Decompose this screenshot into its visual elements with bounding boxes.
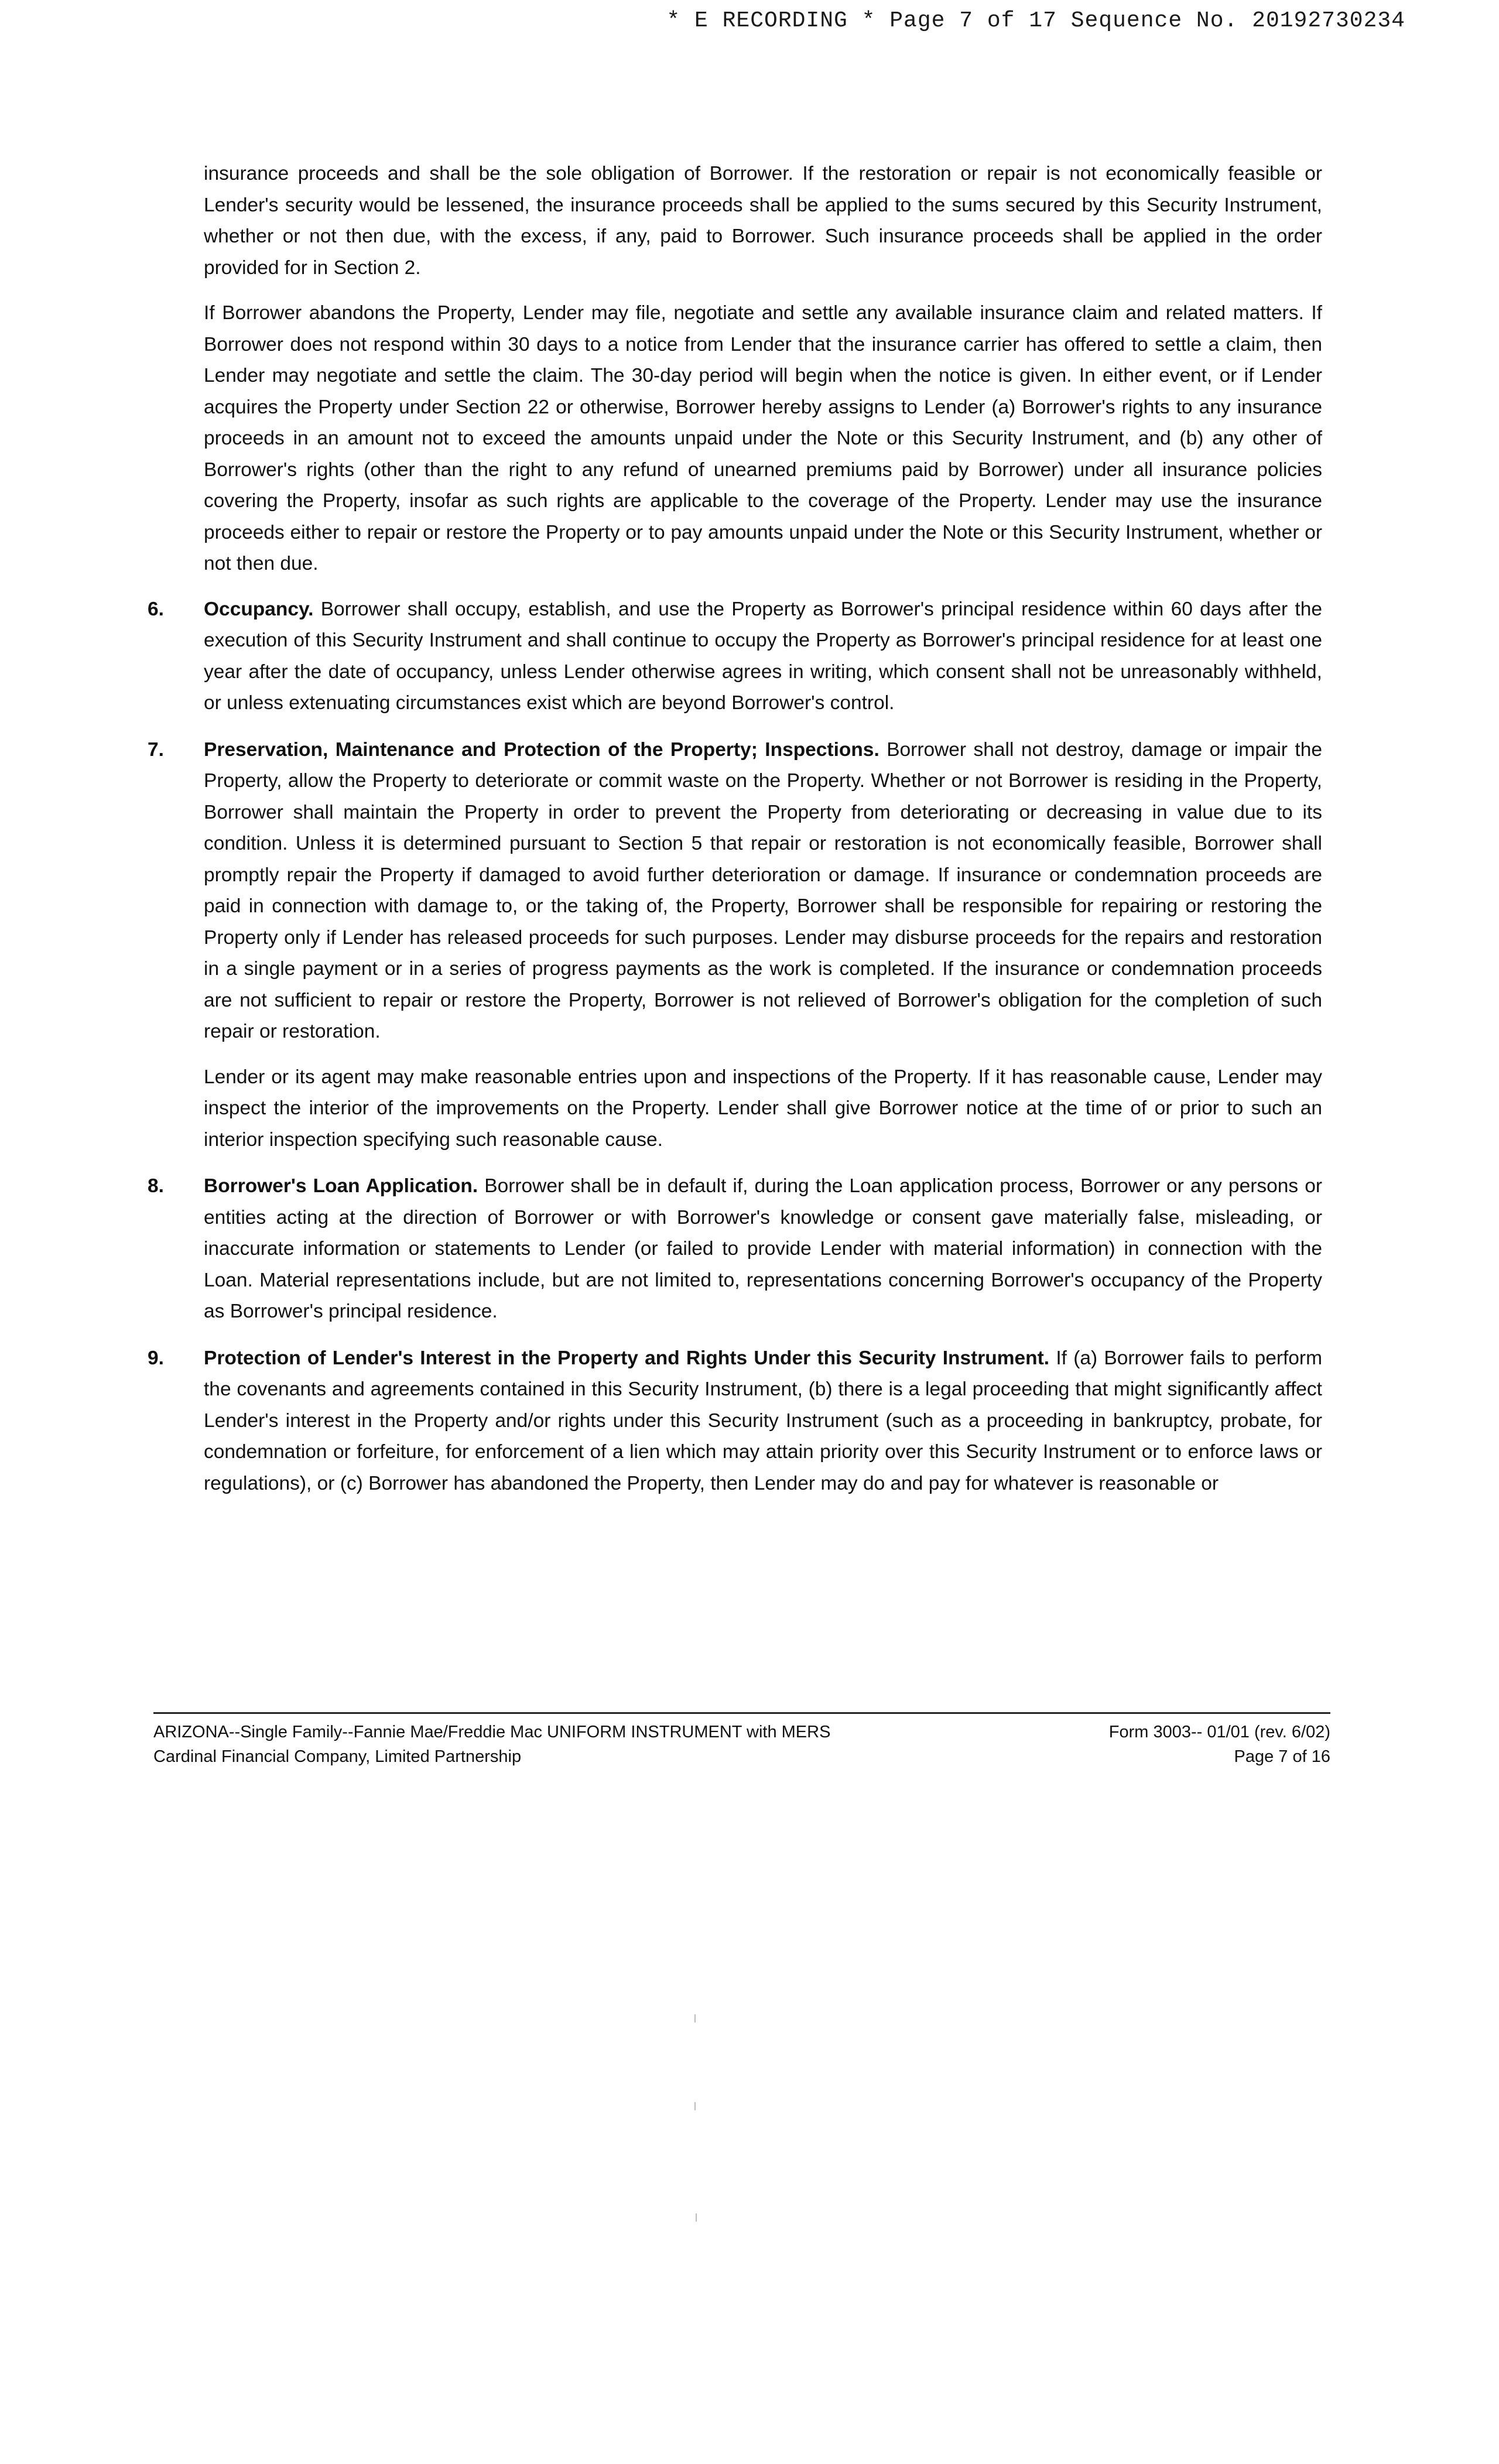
section-occupancy: [148, 594, 1322, 719]
section-text: [204, 1171, 1322, 1327]
scan-speck: [696, 2213, 697, 2222]
footer-row-bottom: [153, 1744, 1330, 1769]
section-body: If (a) Borrower fails to perform the covenants and agreements contained in this Security Instrument, (b) there is a legal proceeding that might significantly affect Lender's interest in the Property and/or rights under this Security Instrument (such as a proceeding in bankruptcy, probate, for condemnation or forfeiture, for enforcement of a lien which may attain priority over this Security Instrument or to enforce laws or regulations), or (c) Borrower has abandoned the Property, then Lender may do and pay for whatever is reasonable or: [204, 1347, 1322, 1494]
section-number: 8.: [148, 1175, 164, 1197]
inspection-paragraph: Lender or its agent may make reasonable entries upon and inspections of the Property. If it has reasonable cause, Lender may inspect the interior of the improvements on the Property. Lender shall give Borrower notice at the time of or prior to such an interior inspection specifying such reasonable cause.: [204, 1066, 1322, 1151]
section-heading: Borrower's Loan Application.: [204, 1175, 478, 1197]
section-heading: Preservation, Maintenance and Protection of the Property; Inspections.: [204, 738, 879, 761]
section-text: [204, 734, 1322, 1048]
abandon-paragraph: If Borrower abandons the Property, Lender may file, negotiate and settle any available insurance claim and related matters. If Borrower does not respond within 30 days to a notice from Lender that the insurance carrier has offered to settle a claim, then Lender may negotiate and settle the claim. The 30-day period will begin when the notice is given. In either event, or if Lender acquires the Property under Section 22 or otherwise, Borrower hereby assigns to Lender (a) Borrower's rights to any insurance proceeds in an amount not to exceed the amounts unpaid under the Note or this Security Instrument, and (b) any other of Borrower's rights (other than the right to any refund of unearned premiums paid by Borrower) under all insurance policies covering the Property, insofar as such rights are applicable to the coverage of the Property. Lender may use the insurance proceeds either to repair or restore the Property or to pay amounts unpaid under the Note or this Security Instrument, whether or not then due.: [204, 302, 1322, 574]
document-body: [148, 158, 1322, 1514]
scan-speck: [694, 2102, 696, 2110]
form-title: ARIZONA--Single Family--Fannie Mae/Freddie Mac UNIFORM INSTRUMENT with MERS: [153, 1723, 831, 1741]
section-body: Borrower shall not destroy, damage or impair the Property, allow the Property to deteriorate or commit waste on the Property. Whether or not Borrower is residing in the Property, Borrower shall maintain the Property in order to prevent the Property from deteriorating or decreasing in value due to its condition. Unless it is determined pursuant to Section 5 that repair or restoration is not economically feasible, Borrower shall promptly repair the Property if damaged to avoid further deterioration or damage. If insurance or condemnation proceeds are paid in connection with damage to, or the taking of, the Property, Borrower shall be responsible for repairing or restoring the Property only if Lender has released proceeds for such purposes. Lender may disburse proceeds for the repairs and restoration in a single payment or in a series of progress payments as the work is completed. If the insurance or condemnation proceeds are not sufficient to repair or restore the Property, Borrower is not relieved of Borrower's obligation for the completion of such repair or restoration.: [204, 738, 1322, 1042]
section-protection-of-interest: [148, 1343, 1322, 1500]
footer-row-top: [153, 1720, 1330, 1744]
section-loan-application: [148, 1171, 1322, 1327]
section-number: 6.: [148, 598, 164, 620]
recording-header: * E RECORDING * Page 7 of 17 Sequence No. 20192730234: [666, 8, 1405, 33]
section-heading: Protection of Lender's Interest in the Property and Rights Under this Security Instrument.: [204, 1347, 1050, 1369]
scan-speck: [694, 2014, 696, 2022]
section-text: [204, 1343, 1322, 1500]
section-text: [204, 594, 1322, 719]
continued-paragraph: insurance proceeds and shall be the sole obligation of Borrower. If the restoration or repair is not economically feasible or Lender's security would be lessened, the insurance proceeds shall be applied to the sums secured by this Security Instrument, whether or not then due, with the excess, if any, paid to Borrower. Such insurance proceeds shall be applied in the order provided for in Section 2.: [204, 163, 1322, 279]
section-body: Borrower shall occupy, establish, and use the Property as Borrower's principal residence within 60 days after the execution of this Security Instrument and shall continue to occupy the Property as Borrower's principal residence for at least one year after the date of occupancy, unless Lender otherwise agrees in writing, which consent shall not be unreasonably withheld, or unless extenuating circumstances exist which are beyond Borrower's control.: [204, 598, 1322, 714]
section-number: 9.: [148, 1347, 164, 1369]
section-body: Borrower shall be in default if, during the Loan application process, Borrower or any persons or entities acting at the direction of Borrower or with Borrower's knowledge or consent gave materially false, misleading, or inaccurate information or statements to Lender (or failed to provide Lender with material information) in connection with the Loan. Material representations include, but are not limited to, representations concerning Borrower's occupancy of the Property as Borrower's principal residence.: [204, 1175, 1322, 1322]
section-number: 7.: [148, 738, 164, 761]
section-heading: Occupancy.: [204, 598, 314, 620]
form-number: Form 3003-- 01/01 (rev. 6/02): [1108, 1723, 1330, 1741]
company-name: Cardinal Financial Company, Limited Partnership: [153, 1747, 522, 1766]
document-footer: [153, 1712, 1330, 1769]
section-preservation: [148, 734, 1322, 1156]
page-label: Page 7 of 16: [1234, 1747, 1330, 1766]
